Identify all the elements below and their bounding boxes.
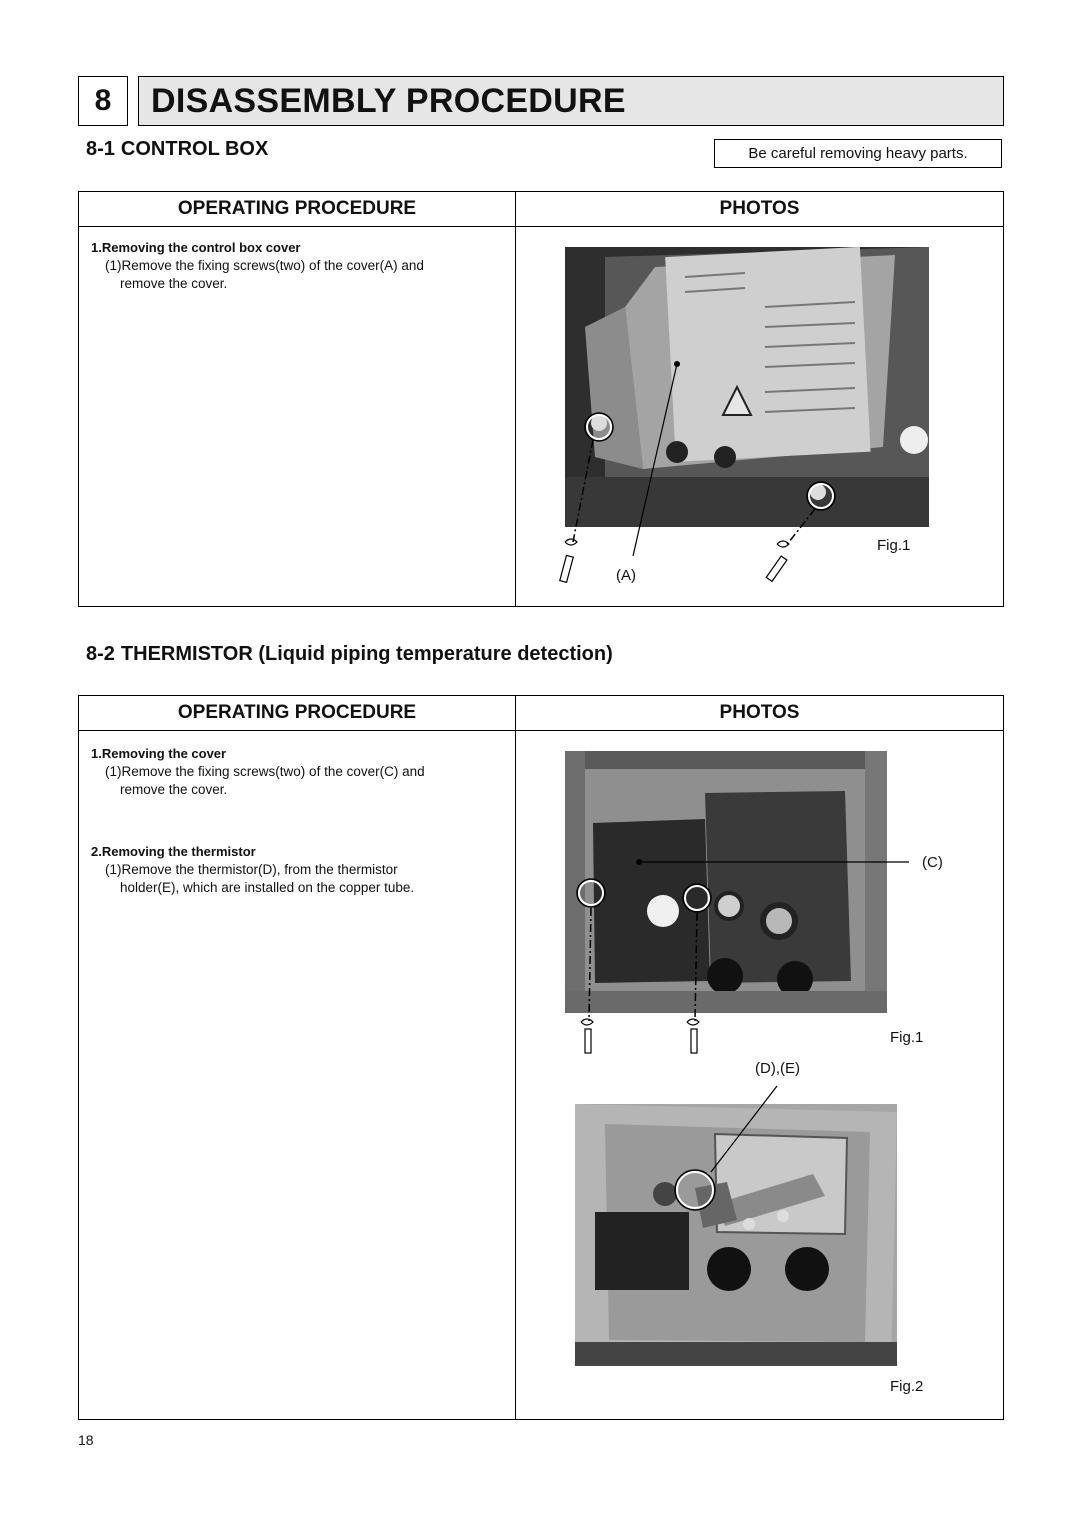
fig1-label: Fig.1: [877, 537, 911, 554]
chapter-number: 8: [78, 76, 128, 126]
callouts-fig2-2: [515, 1076, 815, 1226]
step-1: [91, 239, 503, 293]
step-title: 2.Removing the thermistor: [91, 844, 256, 859]
column-divider: [515, 696, 516, 1419]
step-title: 1.Removing the control box cover: [91, 240, 301, 255]
callouts-fig1: [515, 342, 1005, 608]
section-1-heading: [86, 138, 268, 161]
section-1-title: CONTROL BOX: [120, 138, 269, 160]
fig2-label: Fig.2: [890, 1378, 924, 1395]
photos-header: PHOTOS: [719, 198, 800, 219]
section-2-heading: [86, 643, 613, 666]
procedure-header: OPERATING PROCEDURE: [177, 702, 417, 723]
label-a: (A): [616, 567, 636, 584]
page-number: 18: [78, 1432, 94, 1448]
section-1-number: 8-1: [86, 138, 115, 160]
label-de: (D),(E): [755, 1060, 800, 1077]
callouts-fig2-1: [515, 846, 1005, 1056]
label-c: (C): [922, 854, 943, 871]
photos-header: PHOTOS: [719, 702, 800, 723]
chapter-title: DISASSEMBLY PROCEDURE: [138, 76, 1004, 126]
section-2-table: [78, 695, 1004, 1420]
step-1: [91, 745, 503, 799]
section-2-number: 8-2: [86, 643, 115, 665]
step-text: (1)Remove the fixing screws(two) of the cover(C) and: [105, 764, 425, 779]
procedure-header: OPERATING PROCEDURE: [177, 198, 417, 219]
step-text: (1)Remove the fixing screws(two) of the cover(A) and: [105, 258, 424, 273]
step-title: 1.Removing the cover: [91, 746, 227, 761]
step-text-cont: remove the cover.: [120, 782, 228, 797]
section-2-title: THERMISTOR (Liquid piping temperature detection): [120, 643, 613, 665]
step-text-cont: remove the cover.: [120, 276, 228, 291]
caution-note: Be careful removing heavy parts.: [714, 139, 1002, 168]
step-text-cont: holder(E), which are installed on the copper tube.: [120, 880, 415, 895]
step-text: (1)Remove the thermistor(D), from the thermistor: [105, 862, 398, 877]
section-1-table: [78, 191, 1004, 607]
step-2: [91, 843, 503, 897]
fig1-label: Fig.1: [890, 1029, 924, 1046]
